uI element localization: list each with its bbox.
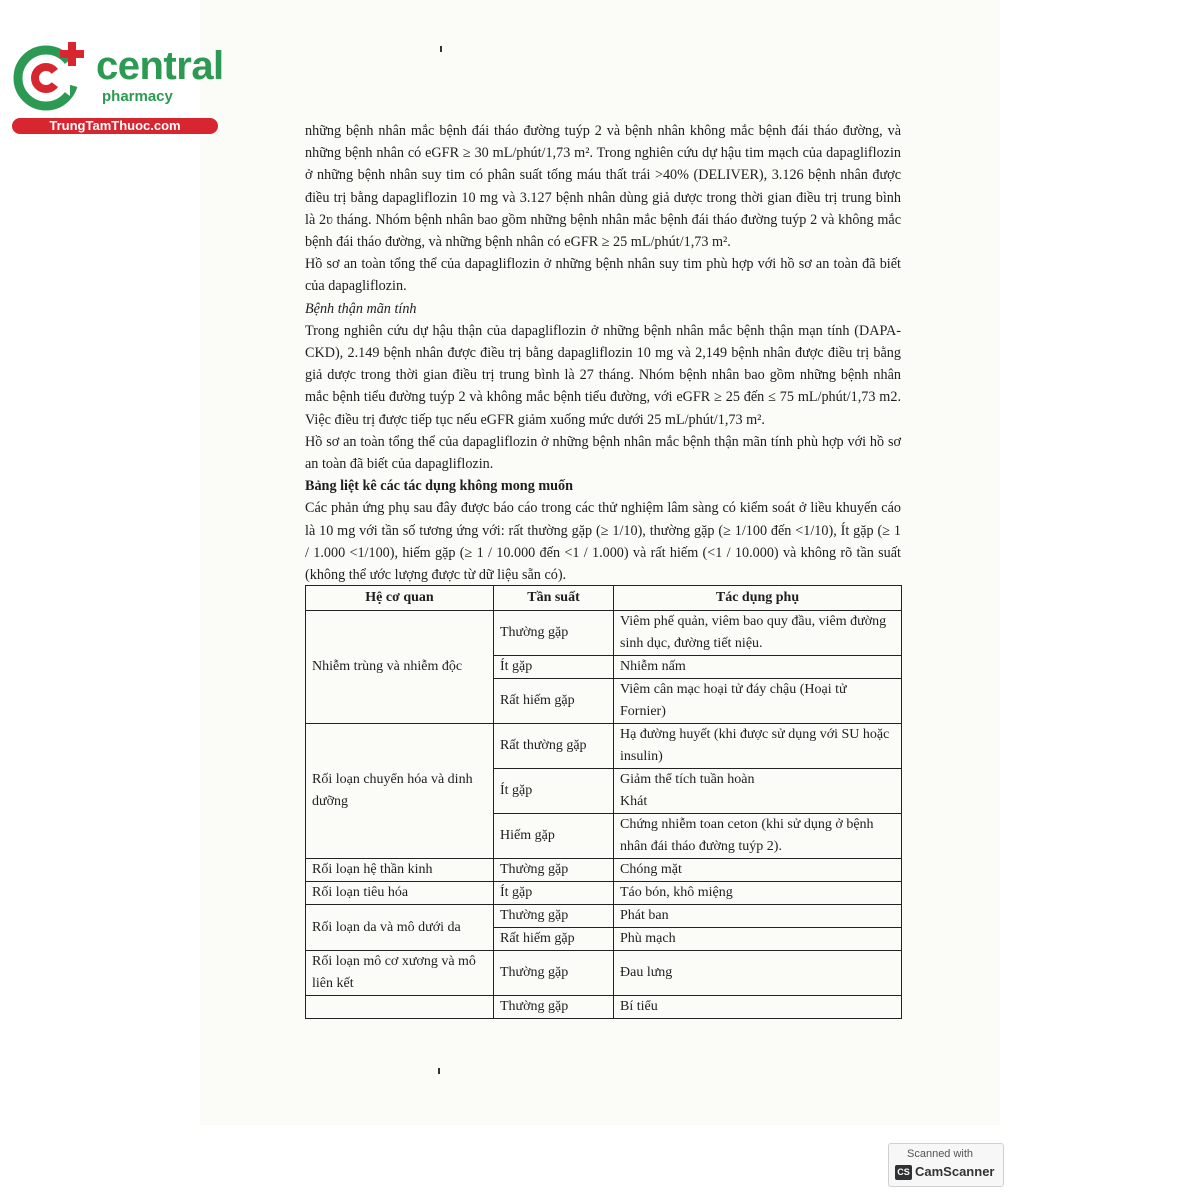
effect-cell: Chứng nhiễm toan ceton (khi sử dụng ở bệnh nhân đái tháo đường tuýp 2). xyxy=(614,814,902,859)
frequency-cell: Rất hiếm gặp xyxy=(494,679,614,724)
effect-cell: Đau lưng xyxy=(614,951,902,996)
document-body xyxy=(305,120,901,586)
table-row xyxy=(306,882,902,905)
brand-logo[interactable] xyxy=(10,38,224,138)
organ-system-cell: Rối loạn mô cơ xương và mô liên kết xyxy=(306,951,494,996)
scan-app-name: CamScanner xyxy=(915,1164,995,1179)
frequency-cell: Ít gặp xyxy=(494,882,614,905)
effect-cell: Chóng mặt xyxy=(614,859,902,882)
table-row xyxy=(306,724,902,769)
header-effect: Tác dụng phụ xyxy=(614,586,902,611)
effect-cell: Viêm cân mạc hoại tử đáy chậu (Hoại tử Fornier) xyxy=(614,679,902,724)
frequency-cell: Rất hiếm gặp xyxy=(494,928,614,951)
organ-system-cell: Rối loạn hệ thần kinh xyxy=(306,859,494,882)
effect-cell: Phù mạch xyxy=(614,928,902,951)
paragraph: Hồ sơ an toàn tổng thể của dapagliflozin ở những bệnh nhân mắc bệnh thận mãn tính phù hợp với hồ sơ an toàn đã biết của dapagliflozin. xyxy=(305,433,901,473)
frequency-cell: Ít gặp xyxy=(494,656,614,679)
scan-caption: Scanned with xyxy=(907,1148,974,1160)
organ-system-cell: Rối loạn tiêu hóa xyxy=(306,882,494,905)
effect-cell: Viêm phế quản, viêm bao quy đầu, viêm đường sinh dục, đường tiết niệu. xyxy=(614,611,902,656)
brand-subtitle: pharmacy xyxy=(102,88,173,105)
header-system: Hệ cơ quan xyxy=(306,586,494,611)
organ-system-cell: Rối loạn da và mô dưới da xyxy=(306,905,494,951)
paragraph: Trong nghiên cứu dự hậu thận của dapagliflozin ở những bệnh nhân mắc bệnh thận mạn tính (DAPA-CKD), 2.149 bệnh nhân được điều trị bằng dapagliflozin 10 mg và 2,149 bệnh nhân được điều trị bằng giả dược trong thời gian điều trị trung bình là 27 tháng. Nhóm bệnh nhân bao gồm những bệnh nhân mắc bệnh tiểu đường tuýp 2 và không mắc bệnh tiểu đường, với eGFR ≥ 25 đến ≤ 75 mL/phút/1,73 m2. Việc điều trị được tiếp tục nếu eGFR giảm xuống mức dưới 25 mL/phút/1,73 m². xyxy=(305,322,901,428)
effect-cell: Nhiễm nấm xyxy=(614,656,902,679)
effect-cell: Giảm thể tích tuần hoàn Khát xyxy=(614,769,902,814)
paragraph: những bệnh nhân mắc bệnh đái tháo đường tuýp 2 và bệnh nhân không mắc bệnh đái tháo đường, và những bệnh nhân có eGFR ≥ 30 mL/phút/1,73 m². Trong nghiên cứu dự hậu tim mạch của dapagliflozin ở những bệnh nhân suy tim có phân suất tống máu thất trái >40% (DELIVER), 3.126 bệnh nhân được điều trị bằng dapagliflozin 10 mg và 3.127 bệnh nhân dùng giả dược trong thời gian điều trị trung bình là 2ʋ tháng. Nhóm bệnh nhân bao gồm những bệnh nhân mắc bệnh đái tháo đường tuýp 2 và không mắc bệnh đái tháo đường, và những bệnh nhân có eGFR ≥ 25 mL/phút/1,73 m². xyxy=(305,123,901,251)
table-row xyxy=(306,905,902,928)
scan-mark xyxy=(438,1068,440,1074)
central-logo-icon xyxy=(10,38,88,116)
table-row xyxy=(306,859,902,882)
adverse-effects-table xyxy=(305,585,902,1019)
camscanner-badge xyxy=(888,1143,1004,1187)
table-row xyxy=(306,611,902,656)
organ-system-cell: Rối loạn chuyển hóa và dinh dưỡng xyxy=(306,724,494,859)
brand-name: central xyxy=(96,44,224,88)
section-heading: Bệnh thận mãn tính xyxy=(305,300,417,317)
frequency-cell: Hiếm gặp xyxy=(494,814,614,859)
paragraph: Các phản ứng phụ sau đây được báo cáo trong các thử nghiệm lâm sàng có kiểm soát ở liều khuyến cáo là 10 mg với tần số tương ứng với: rất thường gặp (≥ 1/10), thường gặp (≥ 1/100 đến <1/10), Ít gặp (≥ 1 / 1.000 <1/100), hiếm gặp (≥ 1 / 10.000 đến <1 / 1.000) và rất hiếm (<1 / 10.000) và không rõ tần suất (không thể ước lượng được từ dữ liệu sẵn có). xyxy=(305,500,901,584)
frequency-cell: Thường gặp xyxy=(494,996,614,1019)
effect-cell: Táo bón, khô miệng xyxy=(614,882,902,905)
frequency-cell: Thường gặp xyxy=(494,859,614,882)
effect-cell: Bí tiểu xyxy=(614,996,902,1019)
table-row xyxy=(306,951,902,996)
brand-site: TrungTamThuoc.com xyxy=(12,118,218,134)
frequency-cell: Rất thường gặp xyxy=(494,724,614,769)
frequency-cell: Thường gặp xyxy=(494,611,614,656)
section-heading: Bảng liệt kê các tác dụng không mong muốn xyxy=(305,478,574,495)
table-row xyxy=(306,996,902,1019)
effect-cell: Hạ đường huyết (khi được sử dụng với SU hoặc insulin) xyxy=(614,724,902,769)
frequency-cell: Thường gặp xyxy=(494,905,614,928)
table-header-row xyxy=(306,586,902,611)
camscanner-icon: CS xyxy=(895,1165,912,1180)
organ-system-cell xyxy=(306,996,494,1019)
scan-mark xyxy=(440,46,442,52)
paragraph: Hồ sơ an toàn tổng thể của dapagliflozin ở những bệnh nhân suy tim phù hợp với hồ sơ an toàn đã biết của dapagliflozin. xyxy=(305,256,901,295)
effect-cell: Phát ban xyxy=(614,905,902,928)
header-frequency: Tần suất xyxy=(494,586,614,611)
organ-system-cell: Nhiễm trùng và nhiễm độc xyxy=(306,611,494,724)
frequency-cell: Thường gặp xyxy=(494,951,614,996)
frequency-cell: Ít gặp xyxy=(494,769,614,814)
